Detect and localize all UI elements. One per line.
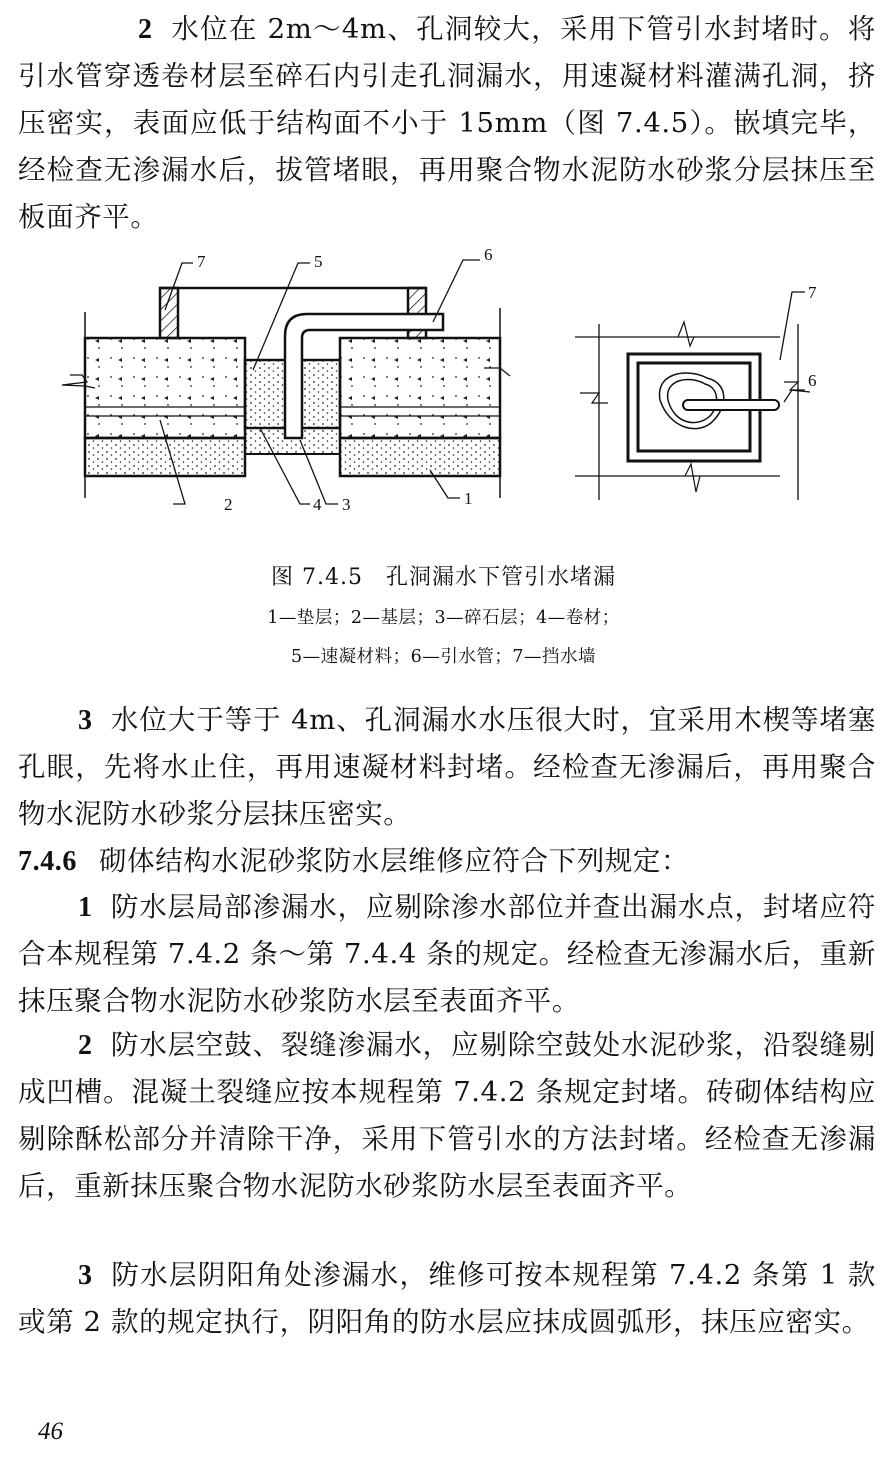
item-number: 1 [78,892,93,923]
clause-text: 砌体结构水泥砂浆防水层维修应符合下列规定： [99,845,690,877]
paragraph-7-4-6-item-1 [18,884,876,1025]
paragraph-7-4-6-item-2 [18,1022,876,1210]
item-number: 2 [138,14,153,45]
svg-text:2: 2 [224,495,233,514]
svg-text:7: 7 [197,252,206,271]
section-view [62,260,510,504]
paragraph-text: 引水管穿透卷材层至碎石内引走孔洞漏水，用速凝材料灌满孔洞，挤压密实，表面应低于结构面不小于 15mm（图 7.4.5）。嵌填完毕，经检查无渗漏水后，拔管堵眼，再用聚合物水泥防水砂浆分层抹压至板面齐平。 [18,60,876,233]
svg-text:1: 1 [464,489,473,508]
clause-number: 7.4.6 [18,846,77,877]
section-and-plan-drawing [60,240,840,540]
paragraph-item-3-high-pressure [18,697,876,838]
item-number: 3 [78,1260,93,1291]
page-number: 46 [38,1418,63,1445]
paragraph-item-2-drainage-pipe [18,6,876,241]
paragraph-7-4-6-item-3 [18,1252,876,1346]
svg-text:4: 4 [313,495,322,514]
item-number: 2 [78,1030,93,1061]
paragraph-text: 水位大于等于 4m、孔洞漏水水压很大时，宜采用木楔等堵塞孔眼，先将水止住，再用速凝材料封堵。经检查无渗漏后，再用聚合物水泥防水砂浆分层抹压密实。 [18,704,876,830]
figure-legend-line-2: 5—速凝材料；6—引水管；7—挡水墙 [291,647,596,667]
svg-text:6: 6 [484,245,493,264]
paragraph-text: 防水层空鼓、裂缝渗漏水，应剔除空鼓处水泥砂浆，沿裂缝剔成凹槽。混凝土裂缝应按本规程第 7.4.2 条规定封堵。砖砌体结构应剔除酥松部分并清除干净，采用下管引水的方法封堵。经检查无渗漏后，重新抹压聚合物水泥防水砂浆防水层至表面齐平。 [18,1029,876,1202]
item-number: 3 [78,705,93,736]
figure-7-4-5 [60,240,840,540]
svg-text:3: 3 [342,495,351,514]
paragraph-text: 水位在 2m～4m、孔洞较大，采用下管引水封堵时。将 [170,13,876,45]
paragraph-text: 防水层阴阳角处渗漏水，维修可按本规程第 7.4.2 条第 1 款或第 2 款的规定执行，阴阳角的防水层应抹成圆弧形，抹压应密实。 [18,1259,876,1338]
plan-labels [808,283,817,390]
plan-view [575,292,810,500]
clause-7-4-6 [18,838,876,885]
svg-text:5: 5 [314,252,323,271]
svg-text:7: 7 [808,283,817,302]
figure-legend-line-1: 1—垫层；2—基层；3—碎石层；4—卷材； [267,608,620,628]
paragraph-text: 防水层局部渗漏水，应剔除渗水部位并查出漏水点，封堵应符合本规程第 7.4.2 条～第 7.4.4 条的规定。经检查无渗漏水后，重新抹压聚合物水泥防水砂浆防水层至表面齐平。 [18,891,876,1017]
svg-text:6: 6 [808,371,817,390]
figure-caption: 图 7.4.5 孔洞漏水下管引水堵漏 [271,565,616,590]
